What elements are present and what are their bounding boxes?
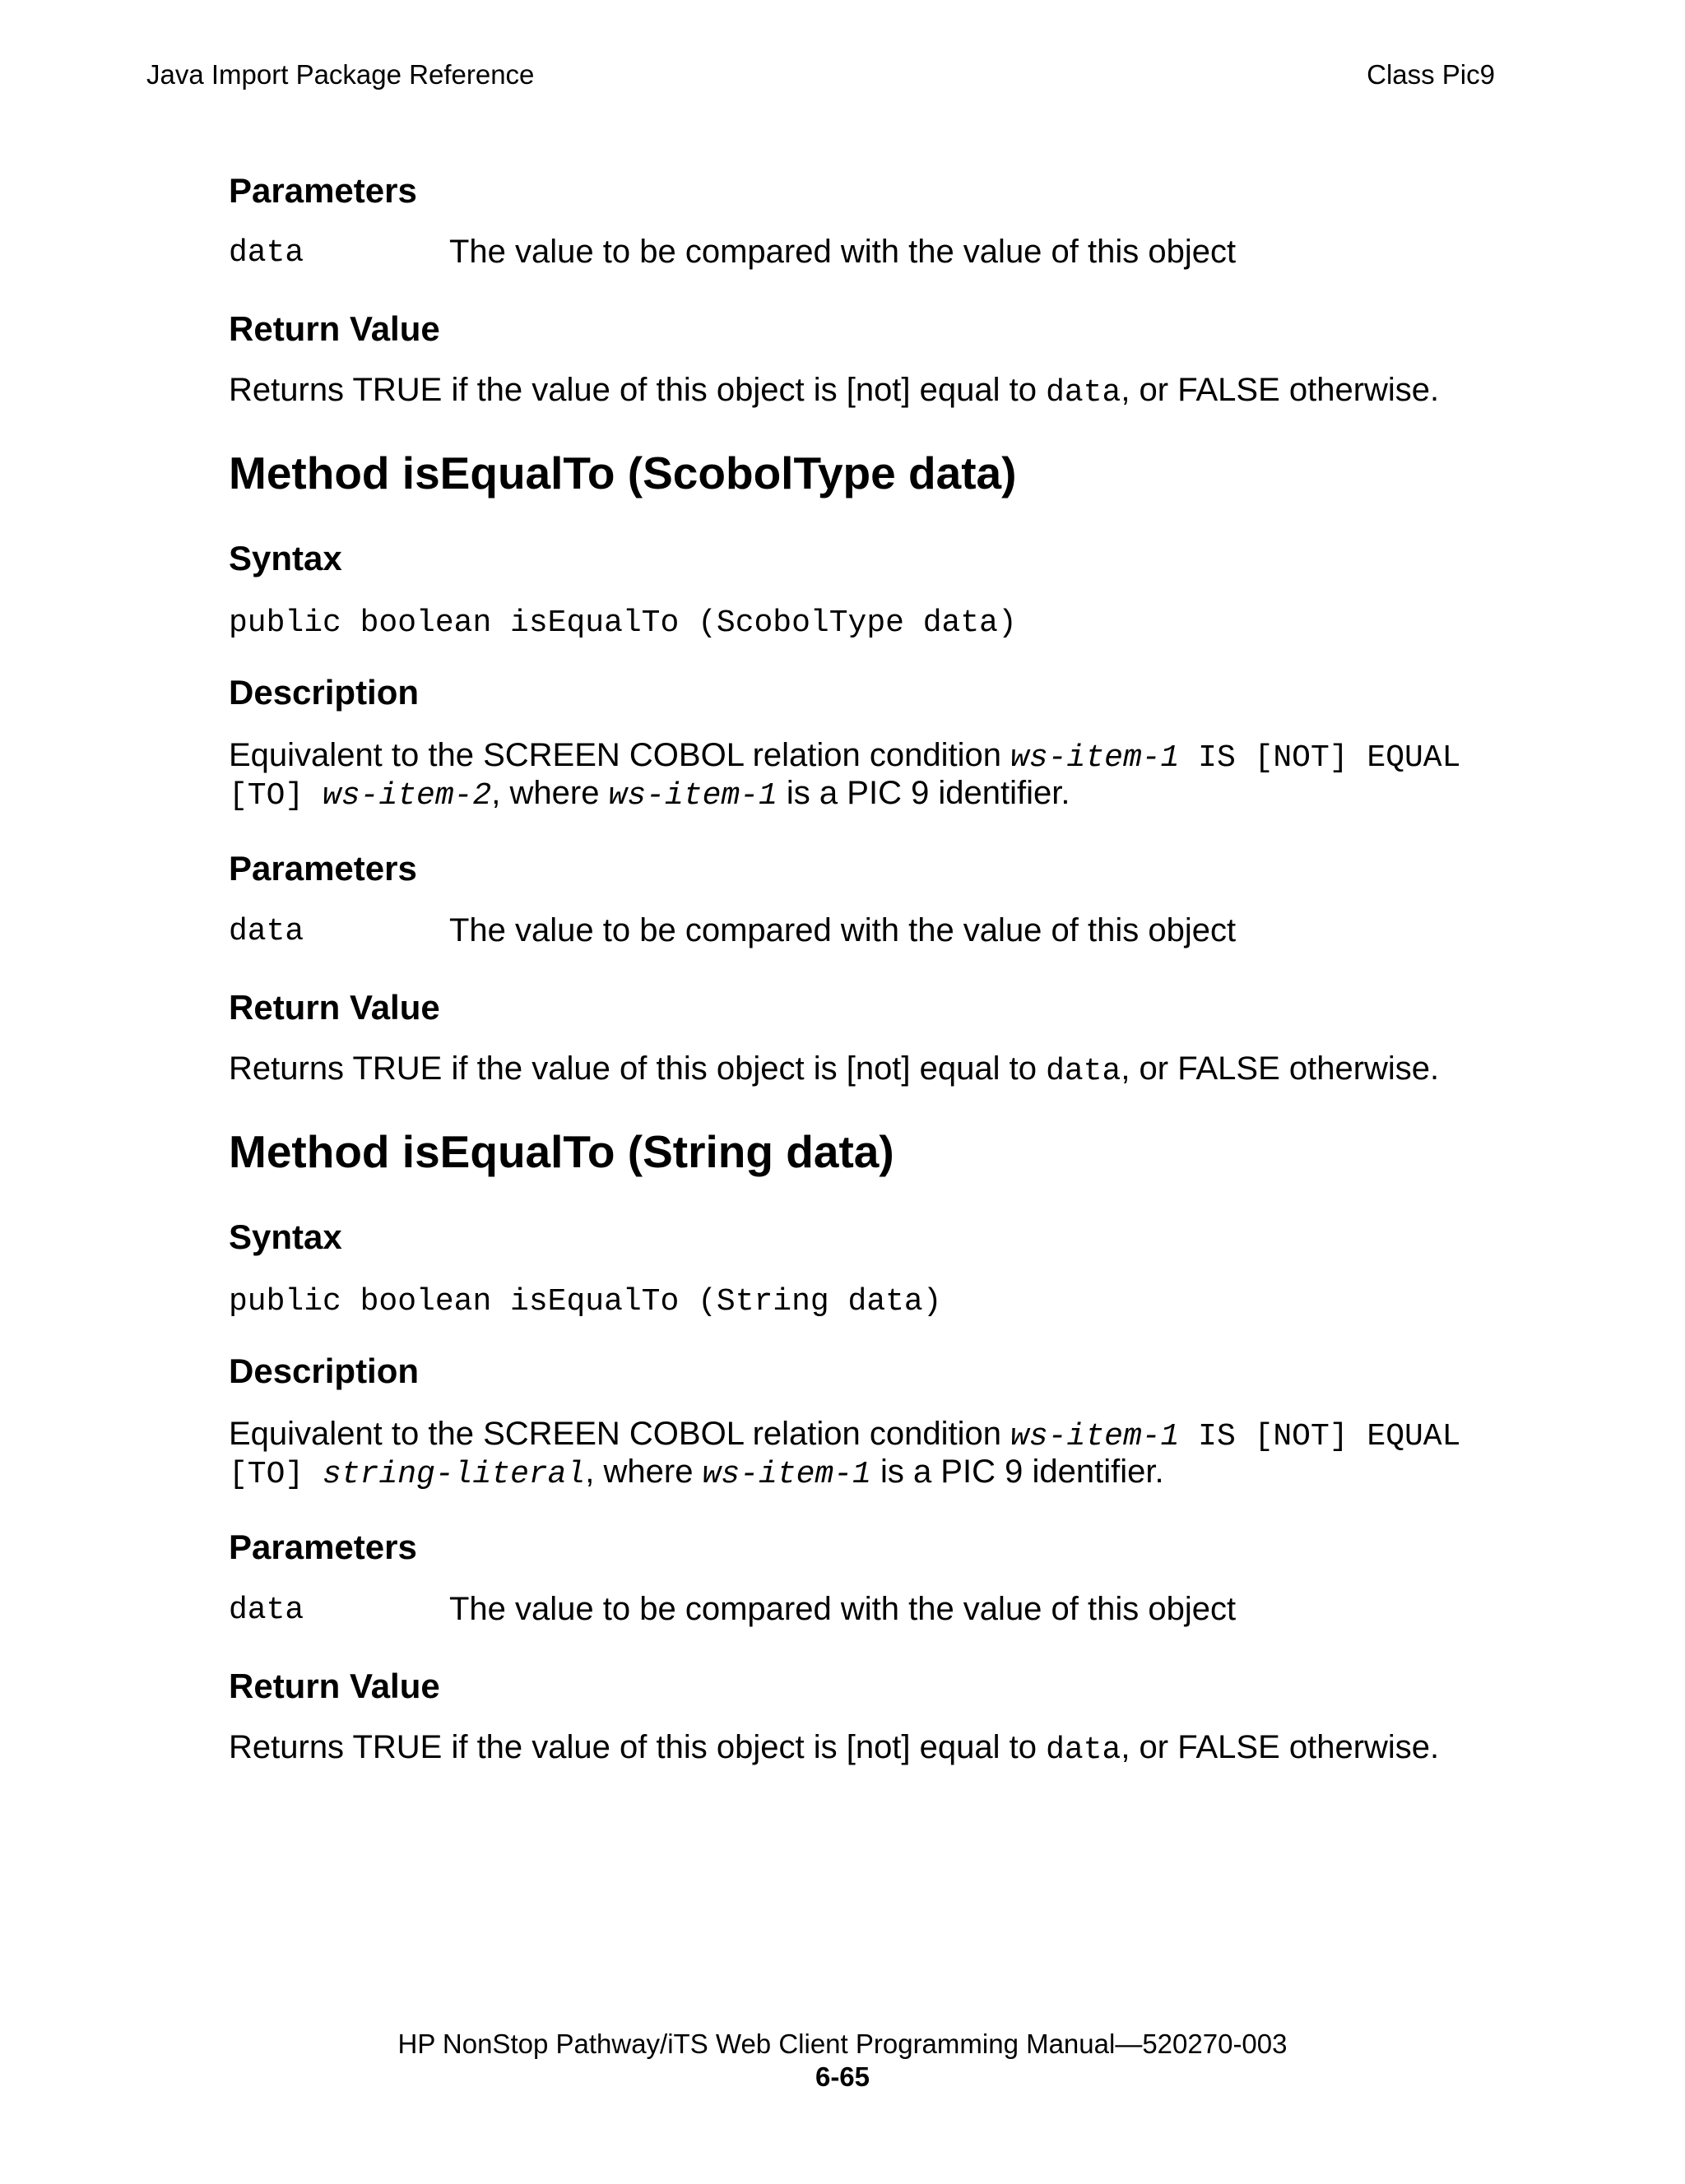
return-value-text: Returns TRUE if the value of this object is [not] equal to data, or FALSE otherwise. bbox=[229, 1050, 1440, 1089]
param-description: The value to be compared with the value of this object bbox=[449, 1591, 1237, 1627]
param-description: The value to be compared with the value of this object bbox=[449, 234, 1237, 270]
return-value-text: Returns TRUE if the value of this object is [not] equal to data, or FALSE otherwise. bbox=[229, 1729, 1440, 1768]
description-line-1: Equivalent to the SCREEN COBOL relation condition ws-item-1 IS [NOT] EQUAL bbox=[229, 737, 1461, 776]
param-name: data bbox=[229, 914, 304, 949]
running-header-left: Java Import Package Reference bbox=[146, 59, 535, 90]
param-description: The value to be compared with the value of this object bbox=[449, 912, 1237, 948]
return-value-text: Returns TRUE if the value of this object is [not] equal to data, or FALSE otherwise. bbox=[229, 372, 1440, 410]
description-line-2: [TO] ws-item-2, where ws-item-1 is a PIC 9 identifier. bbox=[229, 775, 1070, 814]
param-name: data bbox=[229, 1593, 304, 1628]
syntax-heading: Syntax bbox=[229, 539, 342, 577]
syntax-code: public boolean isEqualTo (String data) bbox=[229, 1284, 942, 1319]
return-value-heading: Return Value bbox=[229, 309, 440, 348]
param-name: data bbox=[229, 235, 304, 271]
syntax-code: public boolean isEqualTo (ScobolType data) bbox=[229, 605, 1017, 641]
description-line-2: [TO] string-literal, where ws-item-1 is a PIC 9 identifier. bbox=[229, 1454, 1164, 1492]
syntax-heading: Syntax bbox=[229, 1217, 342, 1256]
footer-manual-title: HP NonStop Pathway/iTS Web Client Programming Manual—520270-003 bbox=[397, 2029, 1288, 2059]
description-heading: Description bbox=[229, 1352, 420, 1390]
page-number: 6-65 bbox=[815, 2061, 870, 2092]
description-heading: Description bbox=[229, 673, 420, 712]
parameters-heading: Parameters bbox=[229, 1528, 417, 1566]
return-value-heading: Return Value bbox=[229, 988, 440, 1027]
parameters-heading: Parameters bbox=[229, 849, 417, 888]
parameters-heading: Parameters bbox=[229, 171, 417, 210]
return-value-heading: Return Value bbox=[229, 1667, 440, 1705]
running-header-right: Class Pic9 bbox=[1367, 59, 1495, 90]
method-title: Method isEqualTo (String data) bbox=[229, 1126, 894, 1177]
method-title: Method isEqualTo (ScobolType data) bbox=[229, 447, 1017, 498]
description-line-1: Equivalent to the SCREEN COBOL relation condition ws-item-1 IS [NOT] EQUAL bbox=[229, 1416, 1461, 1454]
